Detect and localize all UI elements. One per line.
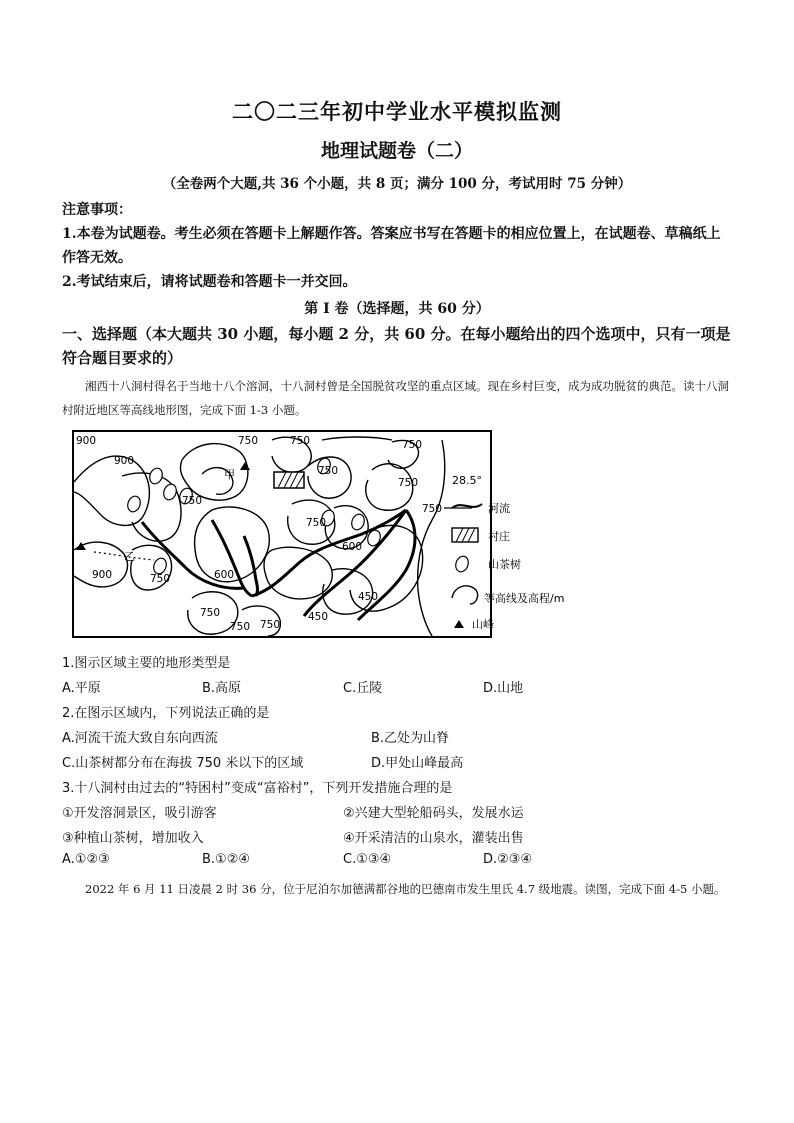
contour-label: 900 bbox=[114, 455, 135, 467]
map-legend bbox=[448, 470, 608, 640]
label-jia: 甲 bbox=[224, 468, 235, 481]
exam-subtitle: （全卷两个大题,共 36 个小题，共 8 页；满分 100 分，考试用时 75 分钟） bbox=[162, 176, 632, 192]
contour-label: 750 bbox=[398, 477, 419, 489]
legend-river-icon bbox=[452, 504, 482, 508]
contour-label: 750 bbox=[306, 517, 327, 529]
contour-label: 600 bbox=[214, 569, 235, 581]
contour-label: 900 bbox=[76, 435, 97, 447]
contour-label: 450 bbox=[308, 611, 329, 623]
contour-label: 750 bbox=[238, 435, 259, 447]
label-yi: 乙 bbox=[124, 550, 135, 563]
contour-label: 900 bbox=[92, 569, 113, 581]
q3-option-b: B.①②④ bbox=[202, 852, 251, 867]
contour-label: 750 bbox=[260, 619, 281, 631]
contour-label: 750 bbox=[230, 621, 251, 633]
legend-contour-icon bbox=[452, 586, 478, 604]
part-heading: 第 I 卷（选择题，共 60 分） bbox=[304, 301, 490, 317]
q3-option-a: A.①②③ bbox=[62, 852, 110, 867]
contour-label: 750 bbox=[290, 435, 311, 447]
contour-label: 750 bbox=[182, 495, 203, 507]
legend-peak-label: 山峰 bbox=[472, 618, 494, 631]
village-marker bbox=[274, 472, 304, 488]
question-intro-4-5: 2022 年 6 月 11 日凌晨 2 时 36 分，位于尼泊尔加德满都谷地的巴德南市发生里氏 4.7 级地震。读图，完成下面 4-5 小题。 bbox=[85, 882, 726, 896]
q2-option-c: C.山茶树都分布在海拔 750 米以下的区域 bbox=[62, 756, 304, 771]
question-2-stem: 2.在图示区域内，下列说法正确的是 bbox=[62, 706, 270, 721]
legend-village-label: 村庄 bbox=[488, 530, 510, 543]
q3-option-c: C.①③④ bbox=[343, 852, 392, 867]
contour-label: 750 bbox=[150, 573, 171, 585]
q3-measure-1: ①开发溶洞景区，吸引游客 bbox=[62, 806, 217, 821]
question-3-stem: 3.十八洞村由过去的“特困村”变成“富裕村”，下列开发措施合理的是 bbox=[62, 781, 453, 796]
contour-label: 600 bbox=[342, 541, 363, 553]
contour-label: 750 bbox=[422, 503, 443, 515]
exam-title: 二〇二三年初中学业水平模拟监测 bbox=[232, 99, 562, 124]
legend-tea-icon bbox=[454, 554, 471, 573]
legend-contour-label: 等高线及高程/m bbox=[484, 592, 565, 605]
notes-heading: 注意事项： bbox=[62, 202, 132, 218]
contour-map bbox=[72, 430, 492, 638]
contour-label: 750 bbox=[402, 439, 423, 451]
legend-river-label: 河流 bbox=[488, 502, 510, 515]
q2-option-a: A.河流干流大致自东向西流 bbox=[62, 731, 218, 746]
q1-option-d: D.山地 bbox=[483, 681, 524, 696]
section-heading: 一、选择题（本大题共 30 小题，每小题 2 分，共 60 分。在每小题给出的四个选项中，只有一项是符合题目要求的） bbox=[62, 325, 731, 367]
q3-measure-3: ③种植山茶树，增加收入 bbox=[62, 831, 204, 846]
question-1-stem: 1.图示区域主要的地形类型是 bbox=[62, 656, 231, 671]
contour-label: 750 bbox=[200, 607, 221, 619]
contour-label: 750 bbox=[318, 465, 339, 477]
q1-option-b: B.高原 bbox=[202, 681, 242, 696]
legend-tea-label: 山茶树 bbox=[488, 558, 521, 571]
q3-measure-2: ②兴建大型轮船码头，发展水运 bbox=[343, 806, 524, 821]
contour-label: 450 bbox=[358, 591, 379, 603]
note-item-2: 2.考试结束后，请将试题卷和答题卡一并交回。 bbox=[62, 274, 357, 290]
legend-peak-icon bbox=[454, 620, 464, 628]
q2-option-b: B.乙处为山脊 bbox=[371, 731, 450, 746]
q2-option-d: D.甲处山峰最高 bbox=[371, 756, 464, 771]
q1-option-c: C.丘陵 bbox=[343, 681, 383, 696]
latitude-label: 28.5° bbox=[452, 474, 482, 487]
question-intro-1-3: 湘西十八洞村得名于当地十八个溶洞，十八洞村曾是全国脱贫攻坚的重点区域。现在乡村巨变，成为成功脱贫的典范。读十八洞村附近地区等高线地形图，完成下面 1-3 小题。 bbox=[62, 379, 729, 417]
q1-option-a: A.平原 bbox=[62, 681, 101, 696]
q3-option-d: D.②③④ bbox=[483, 852, 533, 867]
q3-measure-4: ④开采清洁的山泉水，灌装出售 bbox=[343, 831, 524, 846]
exam-subject: 地理试题卷（二） bbox=[320, 140, 473, 162]
note-item-1: 1.本卷为试题卷。考生必须在答题卡上解题作答。答案应书写在答题卡的相应位置上，在试题卷、草稿纸上作答无效。 bbox=[62, 226, 721, 266]
